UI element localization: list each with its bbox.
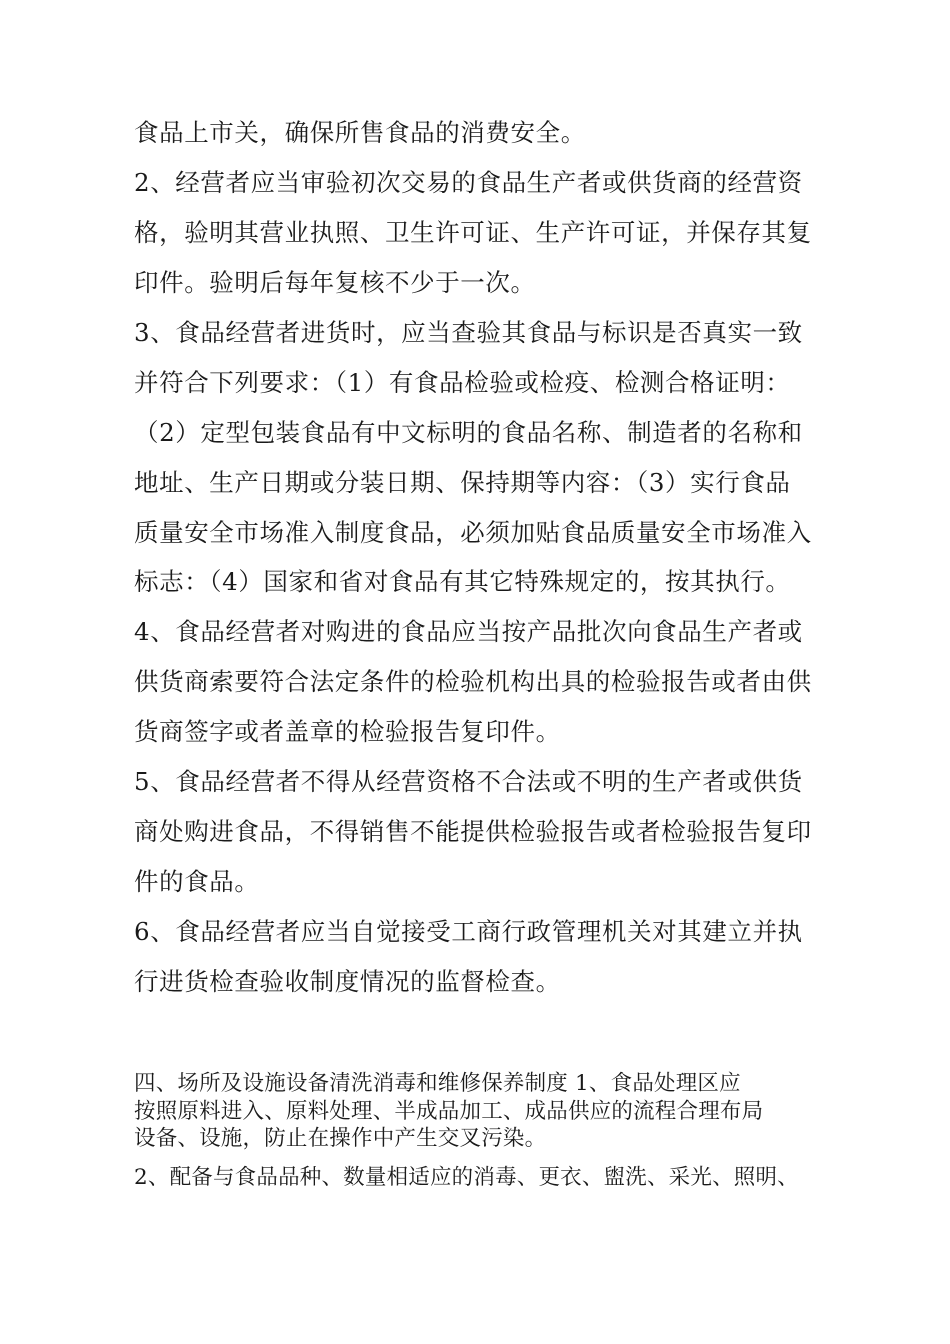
paragraph-line: 2、配备与食品品种、数量相适应的消毒、更衣、盥洗、采光、照明、 [134,1165,799,1190]
paragraph-line: 并符合下列要求：（1）有食品检验或检疫、检测合格证明： [134,368,791,397]
paragraph-line: 标志：（4）国家和省对食品有其它特殊规定的，按其执行。 [134,567,791,596]
paragraph-line: 格，验明其营业执照、卫生许可证、生产许可证，并保存其复 [134,218,812,247]
paragraph-line: 件的食品。 [134,867,260,896]
paragraph-line: 3、食品经营者进货时，应当查验其食品与标识是否真实一致 [134,318,803,347]
paragraph-line: 货商签字或者盖章的检验报告复印件。 [134,717,561,746]
paragraph-line: 质量安全市场准入制度食品，必须加贴食品质量安全市场准入 [134,518,812,547]
paragraph-line: 2、经营者应当审验初次交易的食品生产者或供货商的经营资 [134,168,803,197]
paragraph-line: 印件。验明后每年复核不少于一次。 [134,268,536,297]
paragraph-line: 食品上市关，确保所售食品的消费安全。 [134,118,586,147]
paragraph-line: 按照原料进入、原料处理、半成品加工、成品供应的流程合理布局 [134,1099,764,1124]
paragraph-line: 设备、设施，防止在操作中产生交叉污染。 [134,1126,547,1151]
paragraph-line: 5、食品经营者不得从经营资格不合法或不明的生产者或供货 [134,767,803,796]
paragraph-line: 行进货检查验收制度情况的监督检查。 [134,967,561,996]
paragraph-line: （2）定型包装食品有中文标明的食品名称、制造者的名称和 [134,418,803,447]
paragraph-line: 4、食品经营者对购进的食品应当按产品批次向食品生产者或 [134,617,803,646]
section-heading-line: 四、场所及设施设备清洗消毒和维修保养制度 1、食品处理区应 [134,1071,741,1096]
paragraph-line: 商处购进食品，不得销售不能提供检验报告或者检验报告复印 [134,817,812,846]
paragraph-line: 供货商索要符合法定条件的检验机构出具的检验报告或者由供 [134,667,812,696]
paragraph-line: 6、食品经营者应当自觉接受工商行政管理机关对其建立并执 [134,917,803,946]
paragraph-line: 地址、生产日期或分装日期、保持期等内容：（3）实行食品 [134,468,791,497]
